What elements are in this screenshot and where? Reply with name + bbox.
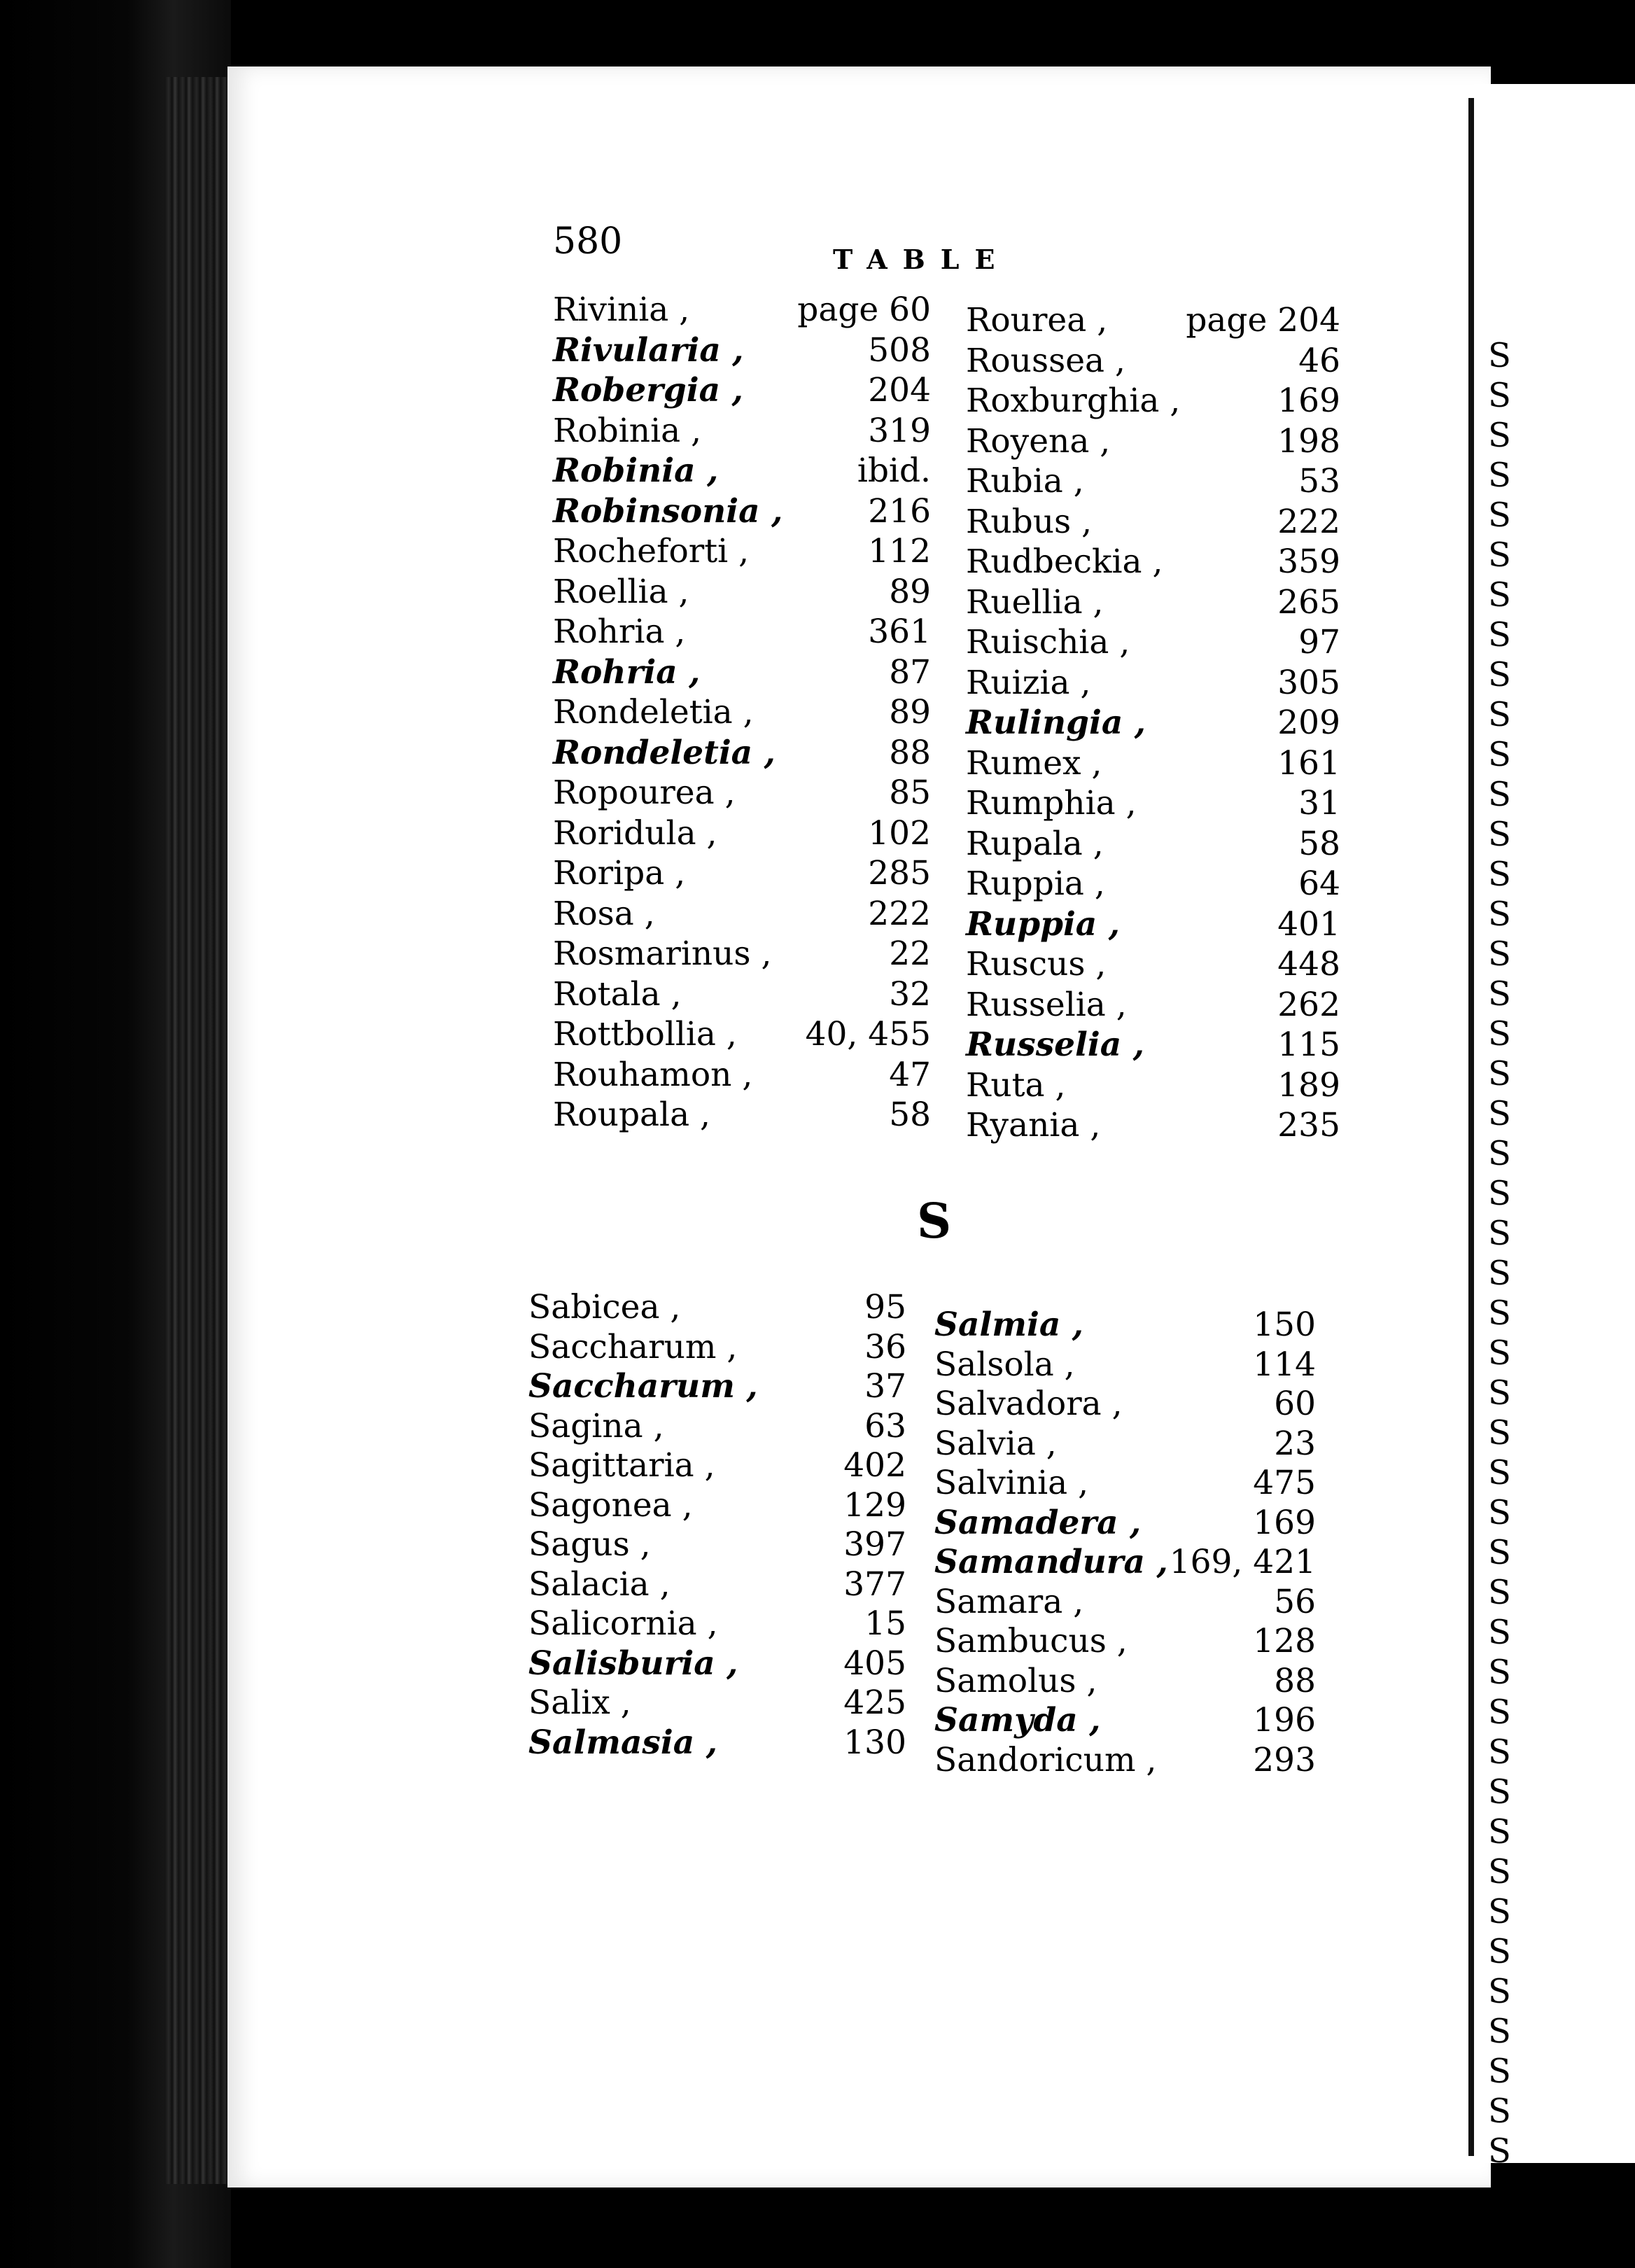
entry-page: 235 [1277, 1106, 1340, 1144]
entry-page: 401 [1277, 904, 1340, 944]
facing-page-letter: S [1488, 934, 1511, 974]
facing-page-letter: S [1488, 496, 1511, 535]
index-entry [553, 492, 931, 531]
entry-page: 36 [864, 1327, 906, 1366]
index-entry [934, 1701, 1316, 1740]
facing-page-letter: S [1488, 536, 1511, 575]
index-entry [966, 342, 1340, 381]
facing-page [1474, 84, 1635, 2250]
entry-page: 128 [1253, 1622, 1316, 1660]
facing-page-letter: S [1488, 1054, 1511, 1093]
index-entry [553, 854, 931, 893]
entry-name: Rourea , [966, 301, 1108, 340]
entry-name: Royena , [966, 421, 1111, 461]
entry-page: 397 [843, 1525, 906, 1564]
facing-page-letter: S [1488, 895, 1511, 934]
facing-page-letter: S [1488, 1972, 1511, 2011]
facing-page-letter: S [1488, 1413, 1511, 1452]
index-entry [553, 1096, 931, 1135]
entry-name: Salisburia , [528, 1644, 738, 1683]
index-entry [966, 382, 1340, 421]
facing-page-letter: S [1488, 456, 1511, 495]
entry-page: 97 [1298, 623, 1340, 662]
index-entry [934, 1543, 1316, 1582]
index-entry [553, 814, 931, 853]
entry-name: Samara , [934, 1582, 1084, 1621]
entry-page: 262 [1277, 985, 1340, 1024]
entry-name: Ruppia , [966, 904, 1120, 944]
entry-name: Rosa , [553, 894, 655, 933]
entry-name: Russelia , [966, 985, 1127, 1024]
index-entry [553, 693, 931, 732]
facing-page-letter: S [1488, 1772, 1511, 1812]
index-entry [553, 734, 931, 773]
index-entry [553, 290, 931, 330]
entry-page: 359 [1277, 542, 1340, 581]
entry-name: Ruscus , [966, 945, 1107, 983]
facing-page-letter: S [1488, 336, 1511, 375]
entry-page: 60 [1274, 1385, 1316, 1423]
entry-name: Roussea , [966, 341, 1125, 380]
entry-page: 40, 455 [805, 1015, 931, 1054]
entry-page: ibid. [857, 451, 931, 490]
entry-name: Ruizia , [966, 663, 1091, 702]
entry-name: Salvia , [934, 1424, 1057, 1463]
facing-page-letter: S [1488, 376, 1511, 415]
entry-name: Rosmarinus , [553, 934, 772, 973]
index-entry [528, 1367, 906, 1406]
facing-page-letter: S [1488, 1932, 1511, 1971]
facing-page-letter: S [1488, 1134, 1511, 1173]
index-entry [553, 371, 931, 410]
facing-page-letter: S [1488, 1732, 1511, 1772]
entry-name: Roridula , [553, 813, 717, 853]
index-entry [528, 1604, 906, 1644]
index-entry [966, 1106, 1340, 1145]
page-edges [164, 77, 227, 2184]
index-entry [553, 573, 931, 612]
entry-page: 169 [1253, 1503, 1316, 1542]
entry-page: 129 [843, 1485, 906, 1525]
entry-page: 32 [889, 974, 931, 1014]
facing-page-letter: S [1488, 974, 1511, 1014]
index-entry [966, 623, 1340, 662]
index-entry [934, 1464, 1316, 1503]
index-entry [553, 934, 931, 974]
entry-name: Ruta , [966, 1065, 1066, 1105]
facing-page-letter: S [1488, 1094, 1511, 1133]
entry-page: 448 [1277, 945, 1340, 983]
entry-name: Salicornia , [528, 1604, 718, 1643]
entry-page: 23 [1274, 1424, 1316, 1463]
entry-page: 114 [1253, 1345, 1316, 1384]
index-entry [966, 462, 1340, 501]
entry-page: page 60 [797, 290, 931, 329]
entry-page: 22 [889, 934, 931, 973]
entry-name: Sagittaria , [528, 1446, 715, 1485]
entry-page: 169, 421 [1169, 1543, 1316, 1581]
entry-page: 130 [843, 1723, 906, 1762]
facing-page-letter: S [1488, 2052, 1511, 2091]
entry-name: Robinia , [553, 411, 702, 450]
index-entry [528, 1486, 906, 1525]
entry-page: 209 [1277, 704, 1340, 742]
entry-name: Rocheforti , [553, 532, 750, 570]
entry-page: 58 [1298, 824, 1340, 863]
entry-page: 161 [1277, 743, 1340, 783]
facing-page-letter: S [1488, 1214, 1511, 1253]
facing-page-letter: S [1488, 1294, 1511, 1333]
index-entry [528, 1525, 906, 1564]
entry-name: Ryania , [966, 1106, 1101, 1144]
entry-name: Rotala , [553, 974, 682, 1014]
entry-name: Ruischia , [966, 623, 1130, 662]
facing-page-letter: S [1488, 1653, 1511, 1692]
entry-page: 196 [1253, 1701, 1316, 1740]
index-entry [528, 1446, 906, 1485]
index-entry [553, 532, 931, 571]
entry-page: 425 [843, 1684, 906, 1722]
facing-page-letter: S [1488, 2211, 1511, 2250]
page-gutter [1468, 98, 1474, 2156]
entry-name: Rubia , [966, 462, 1084, 500]
entry-name: Robinsonia , [553, 491, 783, 531]
entry-page: 508 [868, 330, 931, 370]
entry-page: 265 [1277, 582, 1340, 622]
facing-page-letter: S [1488, 1812, 1511, 1851]
index-entry [934, 1622, 1316, 1661]
entry-page: 361 [868, 612, 931, 651]
facing-page-letter: S [1488, 2092, 1511, 2131]
index-entry [966, 825, 1340, 864]
index-entry [966, 664, 1340, 703]
index-entry [528, 1684, 906, 1723]
entry-page: 88 [1274, 1661, 1316, 1700]
index-entry [934, 1741, 1316, 1780]
facing-page-letter: S [1488, 1613, 1511, 1652]
entry-name: Rulingia , [966, 704, 1146, 742]
entry-page: 37 [864, 1367, 906, 1406]
entry-page: 56 [1274, 1582, 1316, 1621]
entry-page: 402 [843, 1446, 906, 1485]
index-entry [966, 945, 1340, 984]
index-entry [553, 1015, 931, 1054]
entry-name: Rottbollia , [553, 1015, 737, 1054]
facing-page-letter: S [1488, 1014, 1511, 1054]
entry-page: 377 [843, 1564, 906, 1604]
entry-name: Sagonea , [528, 1485, 693, 1525]
entry-name: Rondeletia , [553, 733, 776, 772]
entry-name: Samandura , [934, 1543, 1168, 1581]
index-entry [966, 583, 1340, 622]
entry-page: 222 [1277, 502, 1340, 541]
entry-name: Ruellia , [966, 582, 1104, 622]
entry-page: 189 [1277, 1065, 1340, 1105]
facing-page-letter: S [1488, 1373, 1511, 1413]
entry-page: 405 [843, 1644, 906, 1683]
entry-name: Rumex , [966, 743, 1102, 783]
entry-name: Rivinia , [553, 290, 690, 329]
facing-page-letter: S [1488, 1493, 1511, 1532]
table-title: TABLE [833, 244, 1011, 275]
entry-page: 87 [889, 652, 931, 692]
entry-page: page 204 [1186, 301, 1340, 340]
entry-name: Rumphia , [966, 784, 1137, 822]
entry-name: Roupala , [553, 1096, 710, 1134]
index-entry [528, 1644, 906, 1684]
facing-page-letter: S [1488, 815, 1511, 854]
index-entry [934, 1385, 1316, 1424]
entry-page: 169 [1277, 382, 1340, 420]
index-entry [966, 1026, 1340, 1065]
index-entry [934, 1306, 1316, 1345]
facing-page-letter: S [1488, 1174, 1511, 1213]
entry-name: Rivularia , [553, 330, 744, 370]
entry-name: Sabicea , [528, 1288, 681, 1326]
entry-name: Salvinia , [934, 1464, 1089, 1502]
entry-name: Salsola , [934, 1345, 1075, 1384]
entry-name: Roellia , [553, 572, 689, 611]
index-entry [966, 704, 1340, 743]
facing-page-letter: S [1488, 1453, 1511, 1492]
facing-page-letter: S [1488, 735, 1511, 774]
facing-page-letter: S [1488, 775, 1511, 814]
facing-page-letter: S [1488, 695, 1511, 734]
index-entry [528, 1723, 906, 1763]
entry-page: 31 [1298, 784, 1340, 822]
entry-name: Salvadora , [934, 1385, 1123, 1423]
index-entry [966, 422, 1340, 461]
entry-name: Robinia , [553, 451, 719, 490]
entry-name: Salmia , [934, 1306, 1084, 1344]
facing-page-letter: S [1488, 575, 1511, 615]
entry-page: 47 [889, 1055, 931, 1094]
entry-name: Sagina , [528, 1406, 664, 1446]
index-entry [553, 451, 931, 491]
entry-name: Salacia , [528, 1564, 671, 1604]
section-letter-s: S [917, 1194, 952, 1250]
entry-name: Salix , [528, 1684, 631, 1722]
entry-page: 475 [1253, 1464, 1316, 1502]
facing-page-letter: S [1488, 655, 1511, 694]
index-entry [528, 1407, 906, 1446]
index-entry [553, 331, 931, 370]
entry-page: 222 [868, 894, 931, 933]
index-entry [966, 542, 1340, 582]
index-entry [528, 1328, 906, 1367]
facing-page-letter: S [1488, 1852, 1511, 1891]
facing-page-letter: S [1488, 2171, 1511, 2211]
index-entry [528, 1288, 906, 1327]
entry-name: Sagus , [528, 1525, 651, 1564]
index-entry [553, 412, 931, 451]
entry-name: Samyda , [934, 1701, 1101, 1740]
entry-page: 198 [1277, 421, 1340, 461]
index-entry [966, 986, 1340, 1025]
entry-name: Rupala , [966, 824, 1104, 863]
entry-name: Rudbeckia , [966, 542, 1163, 581]
entry-name: Saccharum , [528, 1327, 738, 1366]
entry-page: 89 [889, 572, 931, 611]
index-entry [966, 301, 1340, 340]
entry-name: Robergia , [553, 371, 743, 410]
entry-page: 58 [889, 1096, 931, 1134]
index-entry [966, 905, 1340, 944]
entry-name: Roripa , [553, 854, 686, 892]
entry-page: 95 [864, 1288, 906, 1326]
index-entry [553, 895, 931, 934]
entry-name: Saccharum , [528, 1367, 758, 1406]
index-entry [934, 1424, 1316, 1464]
entry-page: 285 [868, 854, 931, 892]
index-entry [934, 1504, 1316, 1543]
index-entry [934, 1662, 1316, 1701]
entry-page: 88 [889, 733, 931, 772]
facing-page-letter: S [1488, 1533, 1511, 1572]
facing-page-letter: S [1488, 416, 1511, 455]
entry-page: 293 [1253, 1740, 1316, 1779]
entry-name: Samadera , [934, 1503, 1142, 1542]
index-entry [553, 774, 931, 813]
entry-name: Russelia , [966, 1026, 1144, 1064]
entry-name: Rubus , [966, 502, 1093, 541]
entry-page: 102 [868, 813, 931, 853]
facing-page-letter: S [1488, 2132, 1511, 2171]
entry-name: Salmasia , [528, 1723, 717, 1762]
index-entry [966, 784, 1340, 823]
entry-name: Ruppia , [966, 864, 1105, 903]
entry-name: Rondeletia , [553, 693, 754, 732]
entry-page: 63 [864, 1406, 906, 1446]
entry-page: 15 [864, 1604, 906, 1643]
entry-name: Rouhamon , [553, 1055, 753, 1094]
entry-page: 115 [1277, 1026, 1340, 1064]
entry-page: 89 [889, 693, 931, 732]
facing-page-letter: S [1488, 615, 1511, 654]
entry-page: 46 [1298, 341, 1340, 380]
entry-name: Rohria , [553, 652, 701, 692]
entry-page: 85 [889, 774, 931, 812]
entry-page: 53 [1298, 462, 1340, 500]
facing-page-letter: S [1488, 1334, 1511, 1373]
entry-page: 216 [868, 491, 931, 531]
index-entry [966, 503, 1340, 542]
index-entry [553, 612, 931, 652]
entry-page: 112 [868, 532, 931, 570]
entry-name: Roxburghia , [966, 382, 1181, 420]
entry-name: Samolus , [934, 1661, 1097, 1700]
entry-name: Sandoricum , [934, 1740, 1157, 1779]
index-entry [934, 1583, 1316, 1622]
index-entry [553, 1056, 931, 1095]
index-entry [934, 1345, 1316, 1385]
facing-page-letter: S [1488, 1573, 1511, 1612]
index-entry [966, 864, 1340, 904]
entry-page: 319 [868, 411, 931, 450]
index-entry [553, 975, 931, 1014]
index-entry [553, 653, 931, 692]
facing-page-letter: S [1488, 1892, 1511, 1931]
facing-page-letter: S [1488, 2012, 1511, 2051]
page-number: 580 [553, 220, 623, 262]
entry-name: Sambucus , [934, 1622, 1128, 1660]
facing-page-letter: S [1488, 1254, 1511, 1293]
facing-page-letter: S [1488, 855, 1511, 894]
entry-page: 204 [868, 371, 931, 410]
entry-page: 64 [1298, 864, 1340, 903]
index-entry [528, 1565, 906, 1604]
entry-name: Rohria , [553, 612, 686, 651]
entry-page: 305 [1277, 663, 1340, 702]
index-entry [966, 744, 1340, 783]
facing-page-letter: S [1488, 1693, 1511, 1732]
entry-page: 150 [1253, 1306, 1316, 1344]
index-entry [966, 1066, 1340, 1105]
entry-name: Ropourea , [553, 774, 736, 812]
